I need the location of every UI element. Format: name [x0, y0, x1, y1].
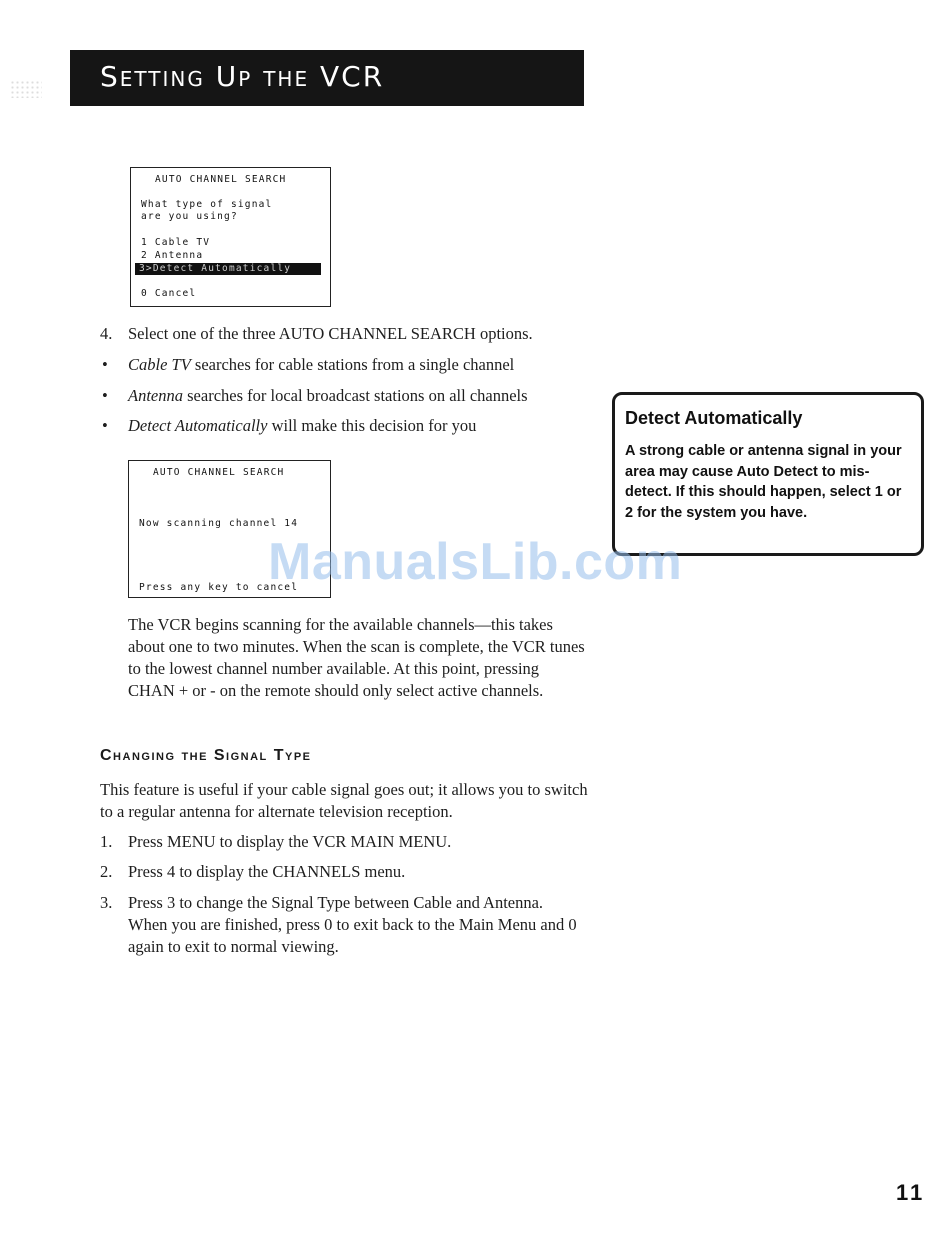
- menu-option-cable-tv: 1 Cable TV: [141, 237, 211, 248]
- scan-speck: [10, 80, 42, 98]
- auto-search-options: [100, 324, 600, 444]
- menu-question-line-2: are you using?: [141, 211, 238, 222]
- watermark: ManualsLib.com: [268, 533, 683, 591]
- auto-channel-search-menu: [130, 167, 331, 307]
- sidebar-title: Detect Automatically: [625, 408, 803, 428]
- step-number: 2.: [100, 862, 113, 881]
- section-intro: This feature is useful if your cable signal goes out; it allows you to switch to a regular antenna for alternate television reception.: [100, 780, 588, 821]
- cancel-hint: Press any key to cancel: [139, 582, 299, 593]
- signal-type-steps: [100, 832, 600, 962]
- bullet-term: Cable TV: [128, 355, 191, 374]
- page-number: 11: [896, 1180, 926, 1205]
- step-text: Press 3 to change the Signal Type between Cable and Antenna. When you are finished, press 0 to exit back to the Main Menu and 0 again to exit to normal viewing.: [128, 893, 577, 956]
- bullet-marker: •: [102, 386, 108, 405]
- step-text: Select one of the three AUTO CHANNEL SEARCH options.: [128, 324, 533, 343]
- step-text: Press 4 to display the CHANNELS menu.: [128, 862, 406, 881]
- section-heading: Changing the Signal Type: [100, 747, 312, 764]
- bullet-term: Antenna: [128, 386, 183, 405]
- step-number: 1.: [100, 832, 113, 851]
- step-number: 3.: [100, 893, 113, 912]
- step-text: Press MENU to display the VCR MAIN MENU.: [128, 832, 452, 851]
- bullet-text: searches for cable stations from a single channel: [190, 355, 515, 374]
- bullet-text: will make this decision for you: [267, 416, 477, 435]
- bullet-term: Detect Automatically: [128, 416, 268, 435]
- bullet-marker: •: [102, 355, 108, 374]
- bullet-marker: •: [102, 416, 108, 435]
- menu-option-detect-automatically-highlighted: 3>Detect Automatically: [135, 263, 321, 275]
- page-title: Setting Up the VCR: [100, 60, 385, 93]
- scanning-status: Now scanning channel 14: [139, 518, 299, 529]
- header-bar: [70, 50, 584, 106]
- menu-option-cancel: 0 Cancel: [141, 288, 197, 299]
- sidebar-body: A strong cable or antenna signal in your area may cause Auto Detect to mis-detect. If this should happen, select 1 or 2 for the system you have.: [625, 443, 902, 521]
- menu-title: AUTO CHANNEL SEARCH: [155, 174, 287, 185]
- scan-description: The VCR begins scanning for the available channels—this takes about one to two minutes. When the scan is complete, the VCR tunes to the lowest channel number available. At this point, pressing CHAN + or - on the remote should only select active channels.: [128, 615, 585, 700]
- menu-option-antenna: 2 Antenna: [141, 250, 204, 261]
- menu-title: AUTO CHANNEL SEARCH: [153, 467, 285, 478]
- bullet-text: searches for local broadcast stations on all channels: [183, 386, 528, 405]
- step-number: 4.: [100, 324, 113, 343]
- menu-question-line-1: What type of signal: [141, 199, 273, 210]
